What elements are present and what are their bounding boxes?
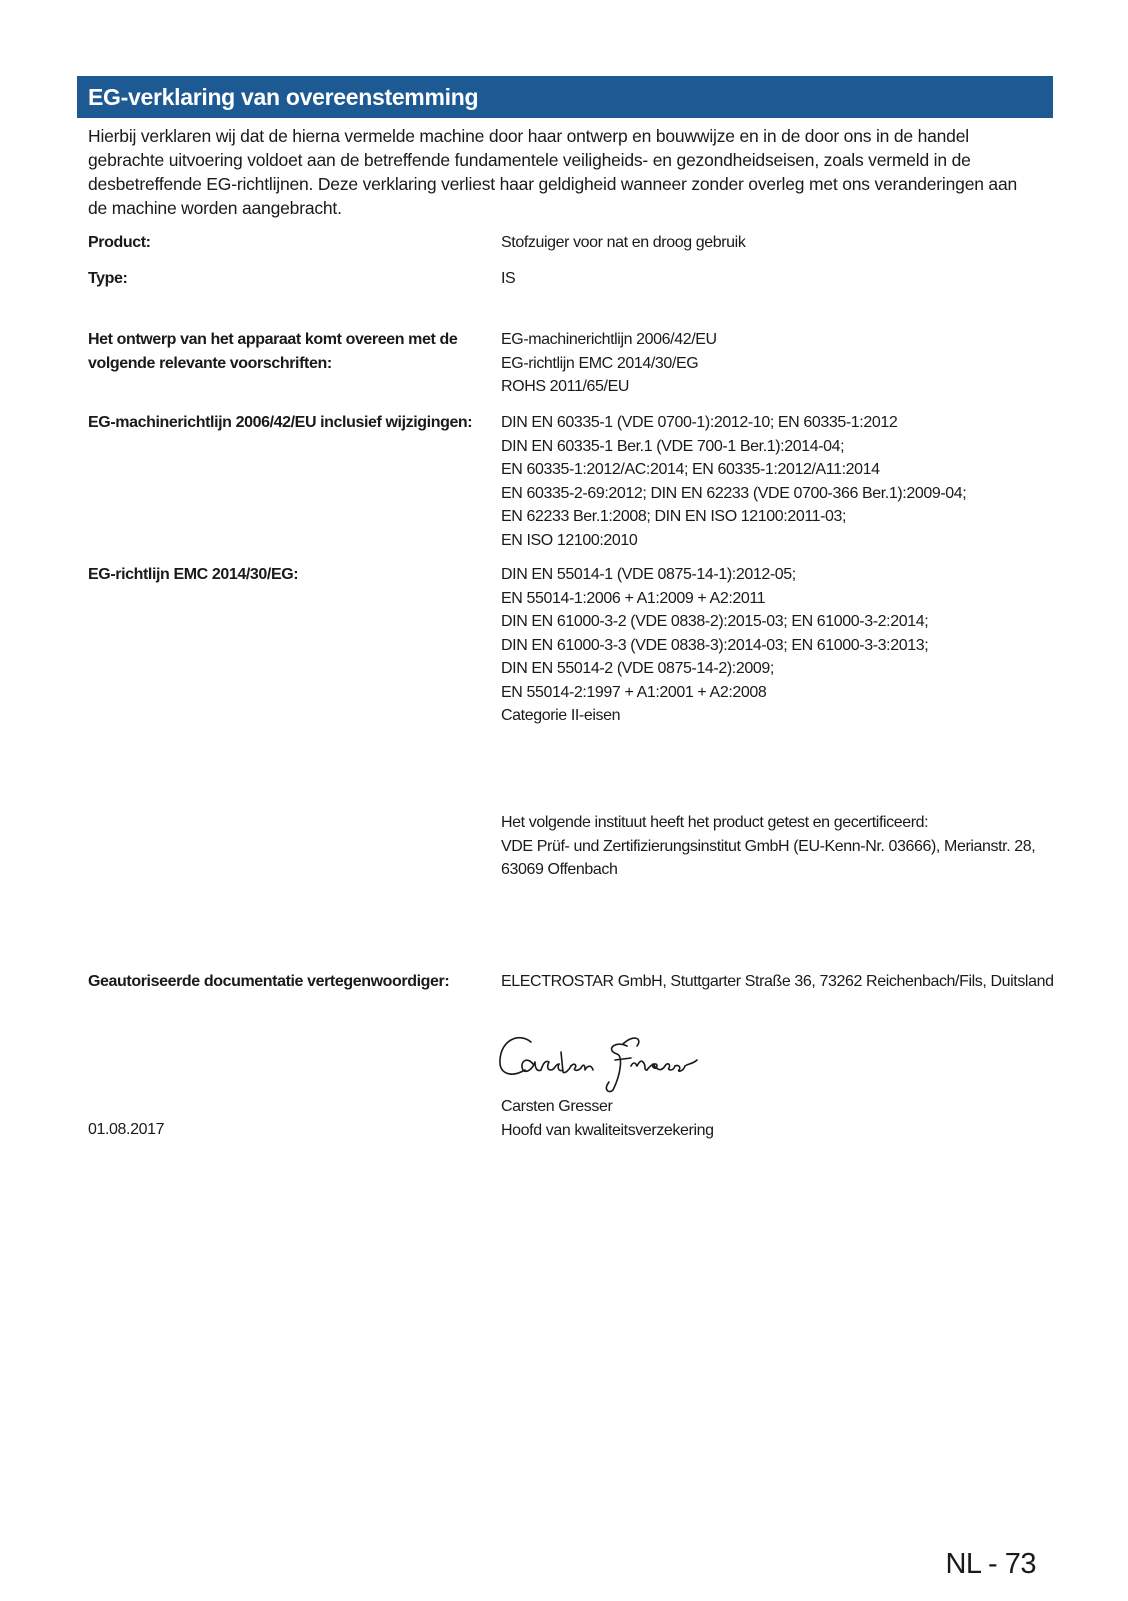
regulation-item: EG-machinerichtlijn 2006/42/EU	[501, 331, 717, 348]
type-label: Type:	[88, 270, 128, 287]
handwritten-signature	[497, 1030, 712, 1094]
regulation-item: EG-richtlijn EMC 2014/30/EG	[501, 354, 699, 372]
representative-value: ELECTROSTAR GmbH, Stuttgarter Straße 36, 73262 Reichenbach/Fils, Duitsland	[501, 973, 1054, 990]
emc-standards	[501, 563, 1041, 728]
standard-item: DIN EN 61000-3-2 (VDE 0838-2):2015-03; EN 61000-3-2:2014;	[501, 613, 929, 630]
signatory-title: Hoofd van kwaliteitsverzekering	[501, 1121, 714, 1139]
standard-item: DIN EN 55014-2 (VDE 0875-14-2):2009;	[501, 660, 774, 677]
standard-item: EN 55014-1:2006 + A1:2009 + A2:2011	[501, 589, 766, 607]
product-label: Product:	[88, 234, 151, 251]
standard-item: EN 62233 Ber.1:2008; DIN EN ISO 12100:2011-03;	[501, 508, 847, 525]
certification-line: VDE Prüf- und Zertifizierungsinstitut GmbH (EU-Kenn-Nr. 03666), Merianstr. 28,	[501, 837, 1036, 855]
certification-line: Het volgende instituut heeft het product getest en gecertificeerd:	[501, 814, 929, 831]
certification-line: 63069 Offenbach	[501, 861, 618, 878]
regulations-label	[88, 328, 488, 375]
standard-item: EN ISO 12100:2010	[501, 531, 638, 549]
standard-item: DIN EN 55014-1 (VDE 0875-14-1):2012-05;	[501, 566, 796, 583]
page-title: EG-verklaring van overeenstemming	[88, 83, 479, 110]
representative-label: Geautoriseerde documentatie vertegenwoordiger:	[88, 973, 450, 990]
regulations-label-line: volgende relevante voorschriften:	[88, 354, 332, 372]
standard-item: EN 55014-2:1997 + A1:2001 + A2:2008	[501, 683, 767, 701]
regulations-values	[501, 328, 1041, 399]
certification-block	[501, 811, 1041, 882]
standard-item: Categorie II-eisen	[501, 707, 621, 724]
intro-paragraph: Hierbij verklaren wij dat de hierna vermelde machine door haar ontwerp en bouwwijze en in de door ons in de handel gebrachte uitvoering voldoet aan de betreffende fundamentele veiligheids- en gezondheidseisen, zoals vermeld in de desbetreffende EG-richtlijnen. Deze verklaring verliest haar geldigheid wanneer zonder overleg met ons veranderingen aan de machine worden aangebracht.	[88, 126, 1018, 218]
product-value: Stofzuiger voor nat en droog gebruik	[501, 234, 746, 251]
signatory-block	[501, 1095, 714, 1142]
machinery-label: EG-machinerichtlijn 2006/42/EU inclusief wijzigingen:	[88, 414, 473, 431]
signatory-name: Carsten Gresser	[501, 1098, 613, 1115]
document-date: 01.08.2017	[88, 1121, 165, 1138]
standard-item: DIN EN 60335-1 Ber.1 (VDE 700-1 Ber.1):2014-04;	[501, 437, 845, 455]
standard-item: DIN EN 61000-3-3 (VDE 0838-3):2014-03; EN 61000-3-3:2013;	[501, 636, 929, 654]
machinery-standards	[501, 411, 1041, 552]
standard-item: EN 60335-1:2012/AC:2014; EN 60335-1:2012/A11:2014	[501, 461, 880, 478]
standard-item: DIN EN 60335-1 (VDE 0700-1):2012-10; EN 60335-1:2012	[501, 414, 898, 431]
emc-label: EG-richtlijn EMC 2014/30/EG:	[88, 566, 299, 583]
standard-item: EN 60335-2-69:2012; DIN EN 62233 (VDE 0700-366 Ber.1):2009-04;	[501, 484, 967, 502]
regulation-item: ROHS 2011/65/EU	[501, 378, 629, 395]
type-value: IS	[501, 270, 516, 287]
section-header-bar	[77, 76, 1053, 118]
page-number: NL - 73	[945, 1548, 1036, 1580]
regulations-label-line: Het ontwerp van het apparaat komt overeen met de	[88, 331, 458, 348]
